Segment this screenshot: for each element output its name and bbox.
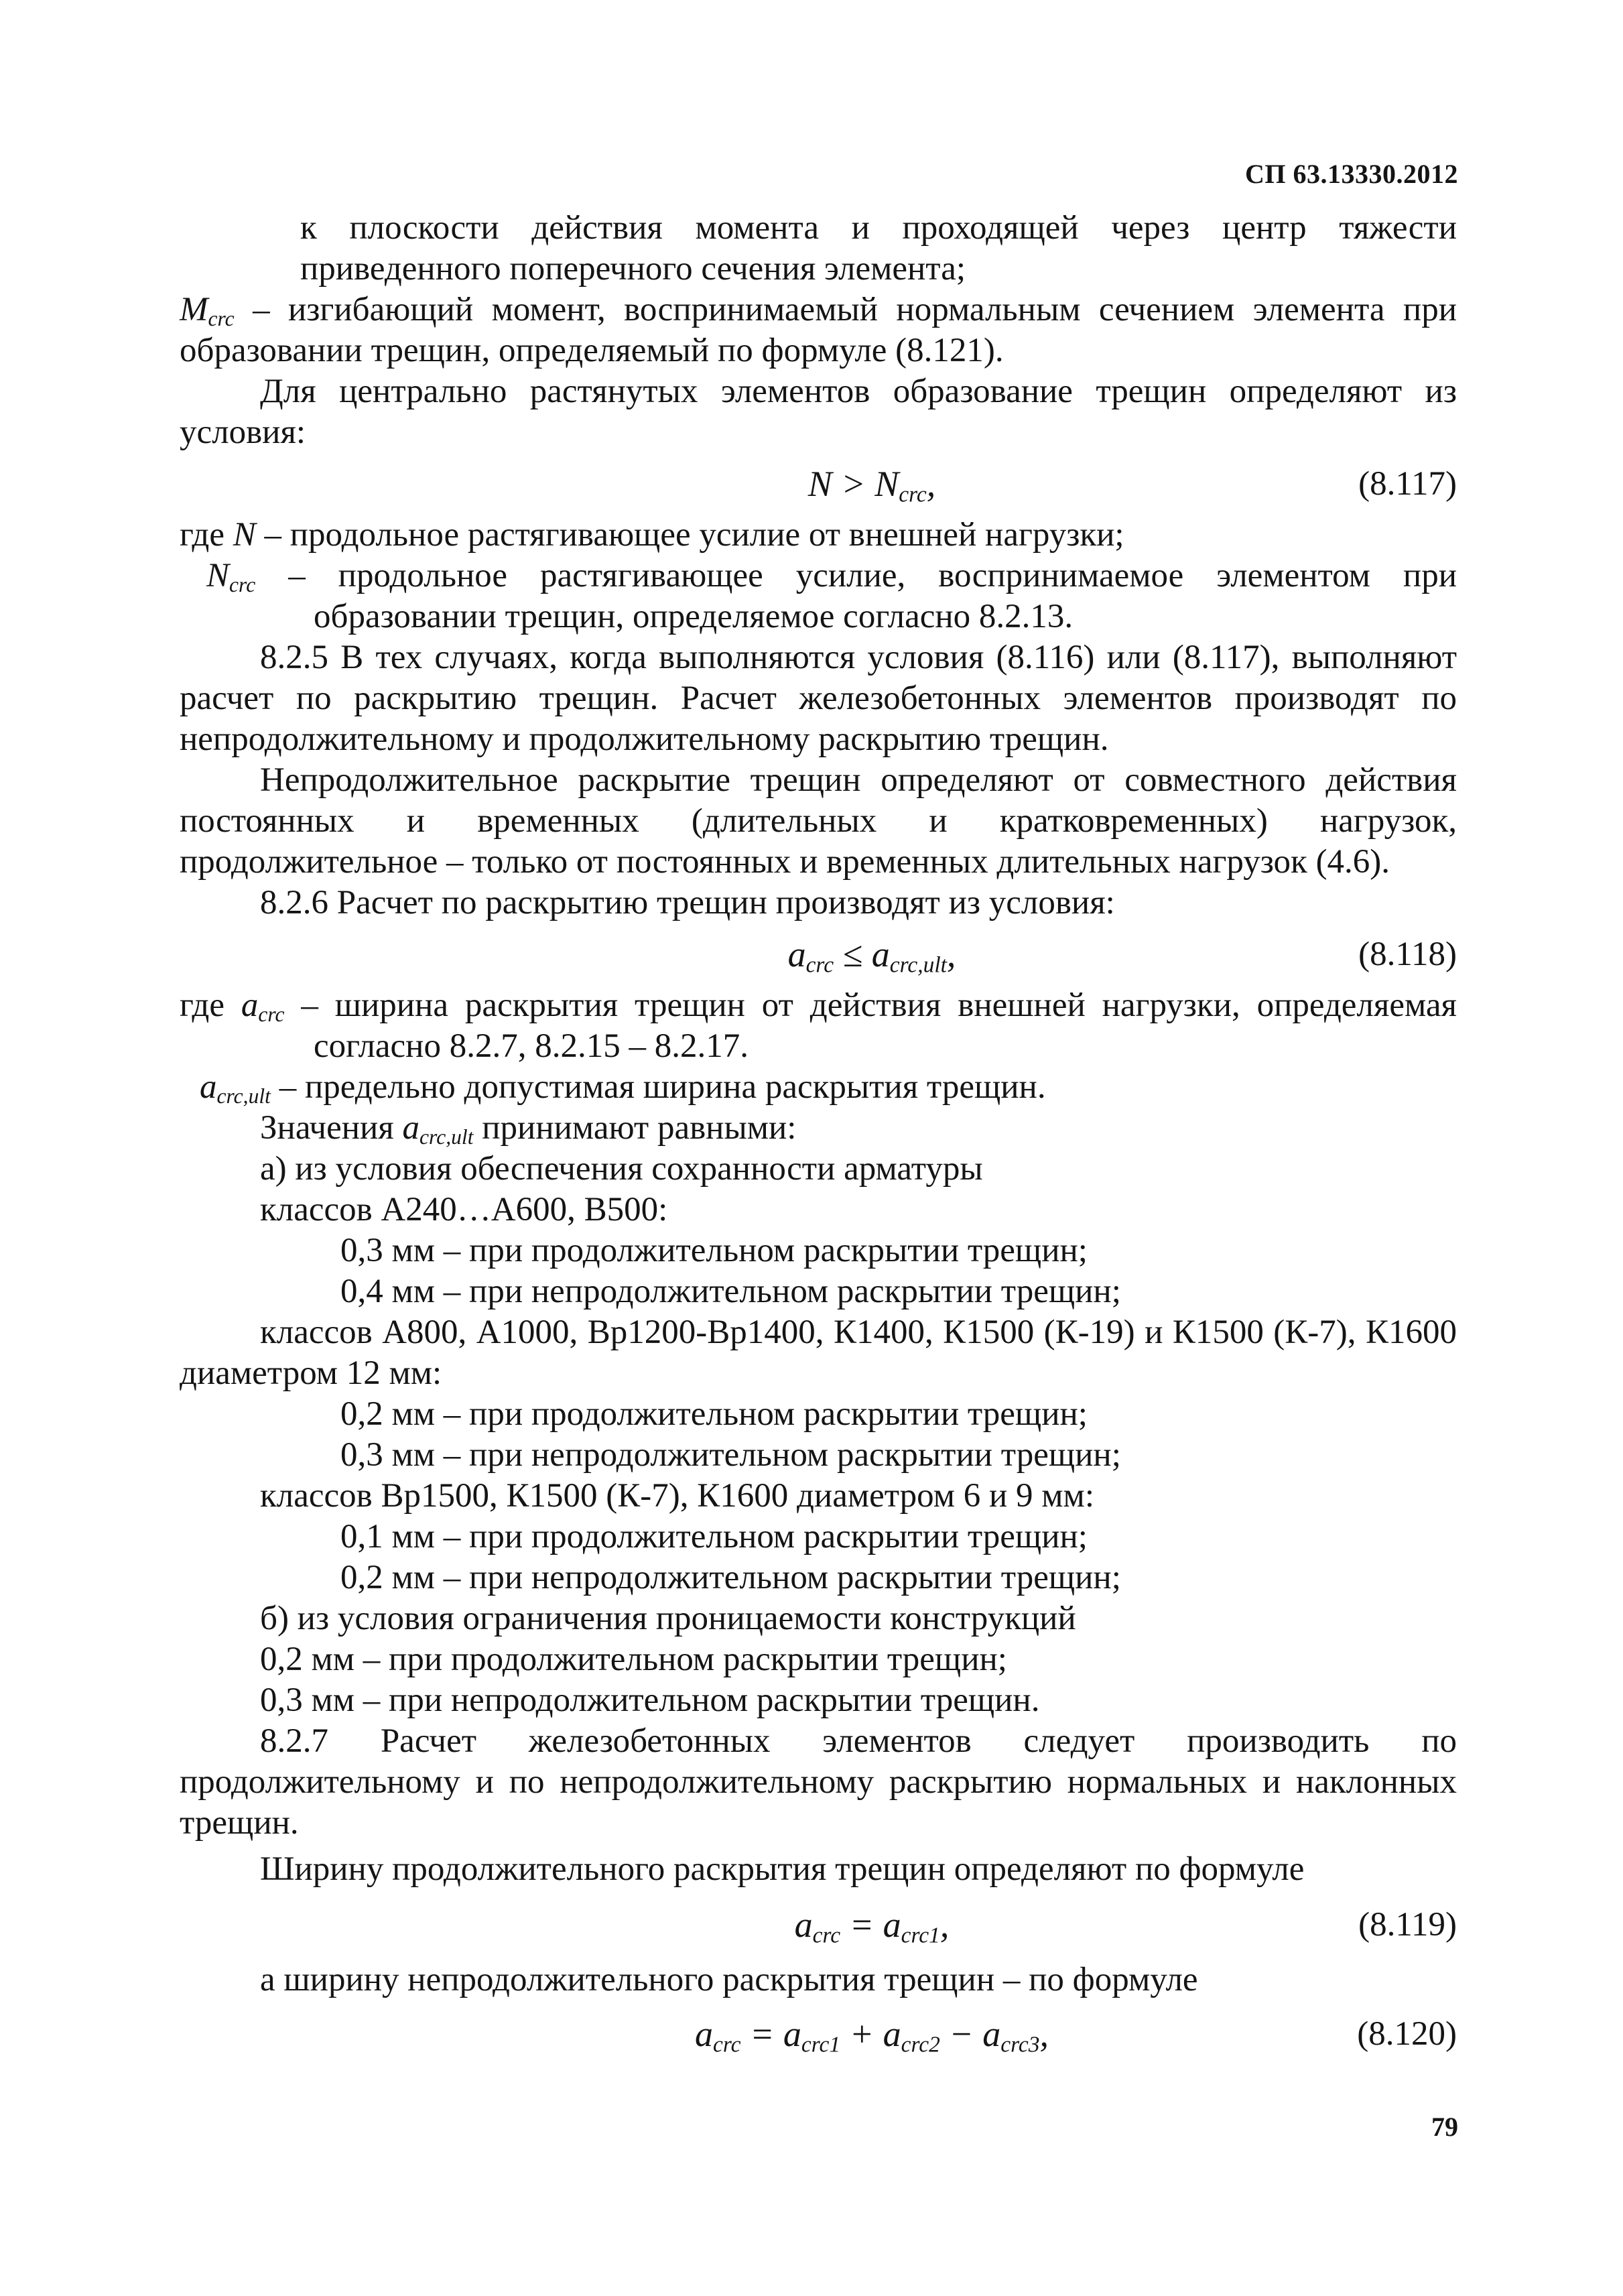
classes-group-2-short: 0,3 мм – при непродолжительном раскрытии трещин; <box>340 1436 1121 1474</box>
definition-acrc: где $a_{crc}$ – ширина раскрытия трещин от действия внешней нагрузки, определяемая согласно 8.2.7, 8.2.15 – 8.2.17. <box>180 986 1457 1065</box>
symbol-m: M <box>180 291 208 328</box>
paragraph-plane-definition: к плоскости действия момента и проходящей через центр тяжести приведенного поперечного сечения элемента; <box>300 209 1457 288</box>
item-a: а) из условия обеспечения сохранности арматуры <box>260 1150 983 1188</box>
equation-number: (8.118) <box>1358 936 1457 973</box>
document-body <box>180 208 1457 2067</box>
classes-group-3: классов Вр1500, К1500 (К-7), К1600 диаметром 6 и 9 мм: <box>260 1477 1094 1515</box>
classes-group-2-long: 0,2 мм – при продолжительном раскрытии трещин; <box>340 1395 1088 1433</box>
item-b: б) из условия ограничения проницаемости конструкций <box>260 1600 1076 1637</box>
standard-code-header: СП 63.13330.2012 <box>1245 159 1458 189</box>
eq117-formula: N > N <box>807 464 899 504</box>
values-intro: Значения $a_{crc,ult}$ принимают равными: <box>260 1109 797 1149</box>
equation-number: (8.120) <box>1357 2015 1457 2053</box>
paragraph-long-term-width: Ширину продолжительного раскрытия трещин определяют по формуле <box>260 1850 1305 1888</box>
classes-group-1-long: 0,3 мм – при продолжительном раскрытии трещин; <box>340 1232 1088 1269</box>
classes-group-1: классов А240…А600, В500: <box>260 1191 668 1228</box>
equation-8-120: $a_{crc} = a_{crc1} + a_{crc2} - a_{crc3}$, (8.120) <box>180 2000 1457 2067</box>
symbol-m-sub: crc <box>208 306 235 330</box>
definition-mcrc-text: – изгибающий момент, воспринимаемый нормальным сечением элемента при образовании трещин, определяемый по формуле (8.121). <box>180 291 1457 369</box>
definition-mcrc <box>180 290 1457 371</box>
item-b-short: 0,3 мм – при непродолжительном раскрытии трещин. <box>260 1681 1040 1719</box>
definition-acrc-ult: $a_{crc,ult}$ – предельно допустимая ширина раскрытия трещин. <box>200 1068 1046 1108</box>
classes-group-2: классов А800, А1000, Вр1200-Вр1400, К1400, К1500 (К-19) и К1500 (К-7), К1600 диаметром 12 мм: <box>180 1314 1457 1392</box>
equation-8-117: $N > N_{crc}$, (8.117) <box>180 453 1457 515</box>
equation-8-119: $a_{crc} = a_{crc1}$, (8.119) <box>180 1890 1457 1960</box>
paragraph-8-2-6: 8.2.6 Расчет по раскрытию трещин производят из условия: <box>260 884 1115 921</box>
equation-number: (8.117) <box>1358 465 1457 503</box>
page-number: 79 <box>1431 2112 1458 2142</box>
definition-n: где N – продольное растягивающее усилие от внешней нагрузки; <box>180 516 1124 554</box>
paragraph-8-2-5: 8.2.5 В тех случаях, когда выполняются условия (8.116) или (8.117), выполняют расчет по раскрытию трещин. Расчет железобетонных элементов производят по непродолжительному и продолжительному раскрытию трещин. <box>180 639 1457 758</box>
paragraph-8-2-7: 8.2.7 Расчет железобетонных элементов следует производить по продолжительному и по непродолжительному раскрытию нормальных и наклонных трещин. <box>180 1722 1457 1842</box>
paragraph-short-term-opening: Непродолжительное раскрытие трещин определяют от совместного действия постоянных и временных (длительных и кратковременных) нагрузок, продолжительное – только от постоянных и временных длительных нагрузок (4.6). <box>180 761 1457 881</box>
definition-ncrc: $N_{crc}$ – продольное растягивающее усилие, воспринимаемое элементом при образовании трещин, определяемое согласно 8.2.13. <box>206 557 1457 635</box>
item-b-long: 0,2 мм – при продолжительном раскрытии трещин; <box>260 1641 1007 1678</box>
paragraph-short-term-width: а ширину непродолжительного раскрытия трещин – по формуле <box>260 1961 1198 1998</box>
classes-group-3-short: 0,2 мм – при непродолжительном раскрытии трещин; <box>340 1559 1121 1596</box>
classes-group-3-long: 0,1 мм – при продолжительном раскрытии трещин; <box>340 1518 1088 1555</box>
paragraph-central-tension: Для центрально растянутых элементов образование трещин определяют из условия: <box>180 373 1457 451</box>
classes-group-1-short: 0,4 мм – при непродолжительном раскрытии трещин; <box>340 1273 1121 1310</box>
equation-number: (8.119) <box>1358 1906 1457 1943</box>
equation-8-118: $a_{crc} \le a_{crc,ult}$, (8.118) <box>180 923 1457 985</box>
